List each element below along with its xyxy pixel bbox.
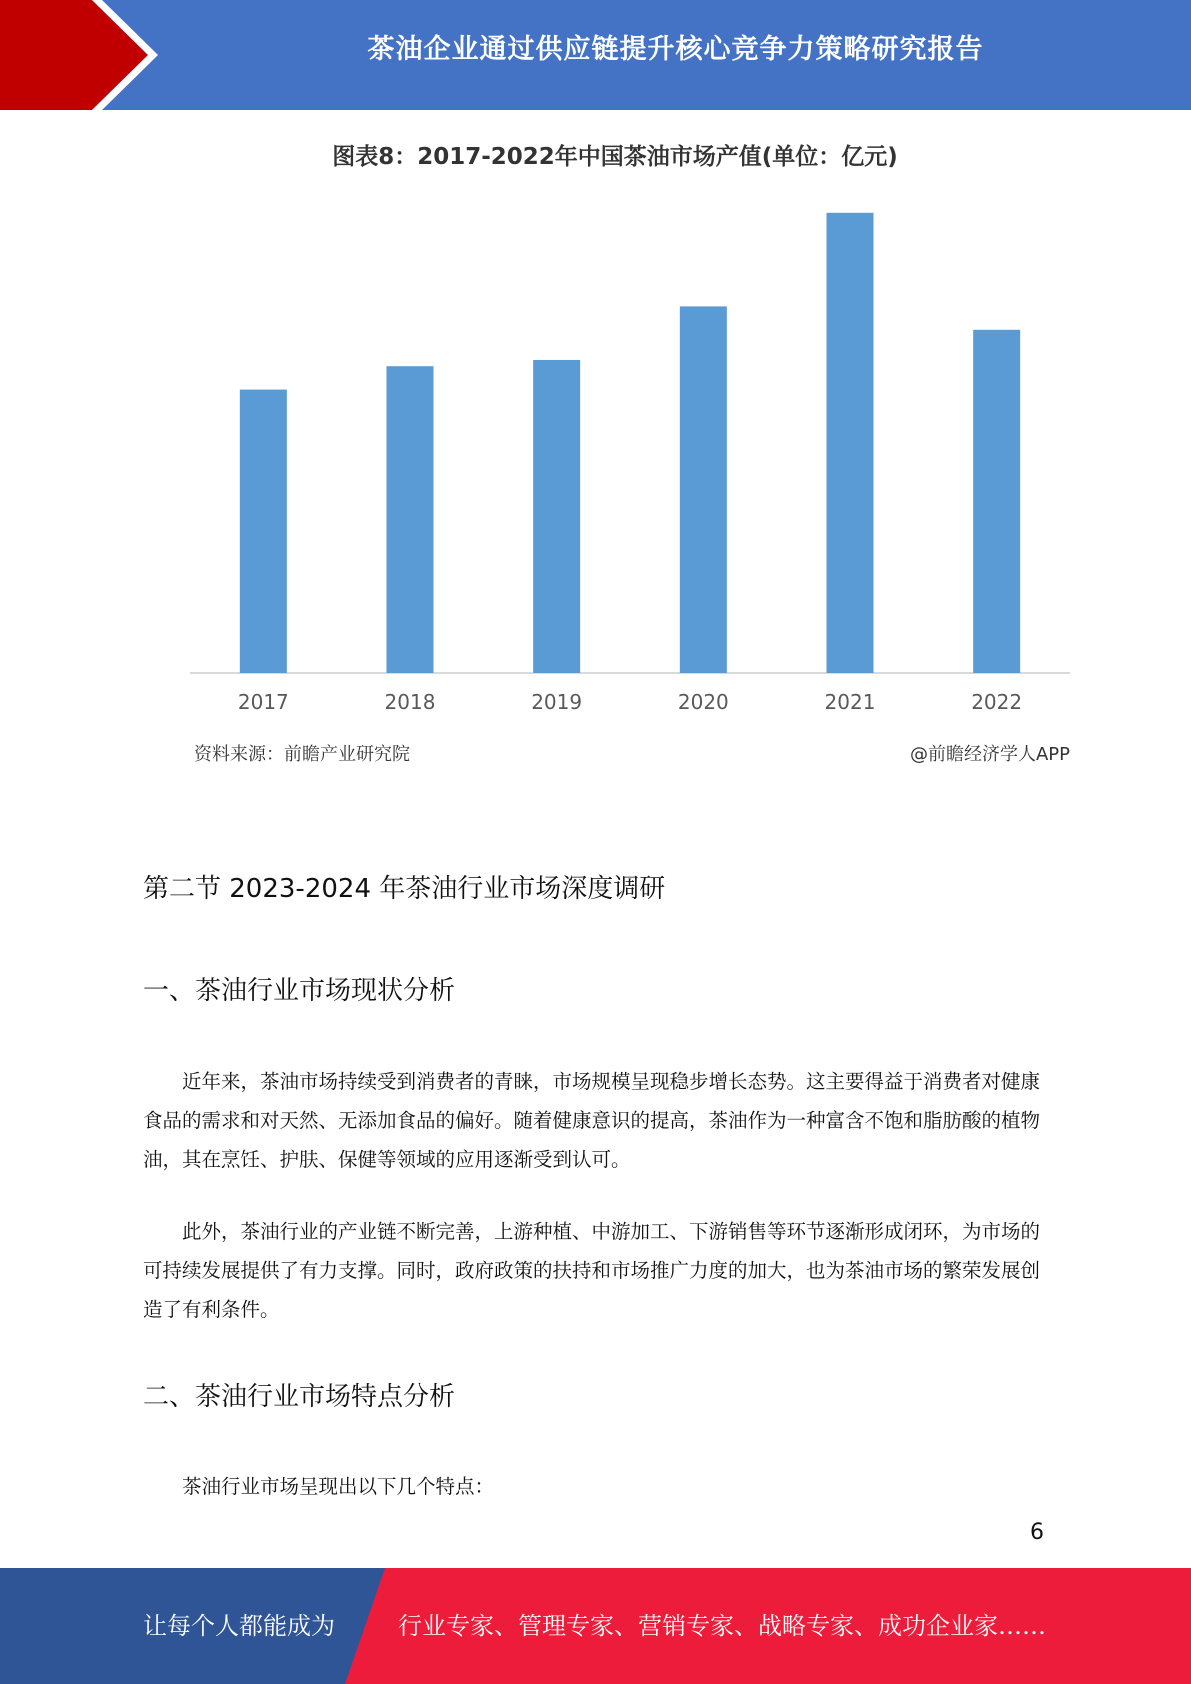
bar-2019 <box>533 360 580 673</box>
x-tick-label-2018: 2018 <box>384 690 436 714</box>
chart-title: 图表8：2017-2022年中国茶油市场产值(单位：亿元) <box>332 144 898 170</box>
paragraph-features-intro: 茶油行业市场呈现出以下几个特点： <box>182 1475 495 1498</box>
bar-chart <box>150 130 1080 730</box>
x-tick-label-2022: 2022 <box>971 690 1023 714</box>
bar-2022 <box>973 330 1020 673</box>
subsection-heading-features: 二、茶油行业市场特点分析 <box>143 1382 456 1412</box>
paragraph-status: 近年来，茶油市场持续受到消费者的青睐，市场规模呈现稳步增长态势。这主要得益于消费者对健康食品的需求和对天然、无添加食品的偏好。随着健康意识的提高，茶油作为一种富含不饱和脂肪酸的植物油，其在烹饪、护肤、保健等领域的应用逐渐受到认可。 <box>143 1070 1041 1171</box>
x-tick-label-2019: 2019 <box>531 690 583 714</box>
x-tick-label-2020: 2020 <box>677 690 729 714</box>
bar-2020 <box>680 306 727 673</box>
bar-2018 <box>387 366 434 673</box>
chart-credit: @前瞻经济学人APP <box>909 744 1070 765</box>
header-banner <box>0 0 1191 110</box>
bar-2021 <box>827 213 874 673</box>
chart-figure <box>150 130 1080 780</box>
report-title: 茶油企业通过供应链提升核心竞争力策略研究报告 <box>367 34 984 65</box>
x-tick-label-2021: 2021 <box>824 690 876 714</box>
header-arrow-icon <box>0 0 160 110</box>
footer-slogan-left: 让每个人都能成为 <box>143 1612 335 1640</box>
page-number: 6 <box>1030 1520 1044 1545</box>
bar-2017 <box>240 390 287 673</box>
section-heading: 第二节 2023-2024 年茶油行业市场深度调研 <box>143 874 666 904</box>
footer-banner <box>0 1568 1191 1684</box>
footer-slogan-right: 行业专家、管理专家、营销专家、战略专家、成功企业家…… <box>398 1612 1046 1640</box>
paragraph-industry-chain: 此外，茶油行业的产业链不断完善，上游种植、中游加工、下游销售等环节逐渐形成闭环，为市场的可持续发展提供了有力支撑。同时，政府政策的扶持和市场推广力度的加大，也为茶油市场的繁荣发展创造了有利条件。 <box>143 1220 1041 1321</box>
x-tick-label-2017: 2017 <box>237 690 289 714</box>
subsection-heading-status: 一、茶油行业市场现状分析 <box>143 976 456 1006</box>
chart-source: 资料来源：前瞻产业研究院 <box>194 744 410 765</box>
